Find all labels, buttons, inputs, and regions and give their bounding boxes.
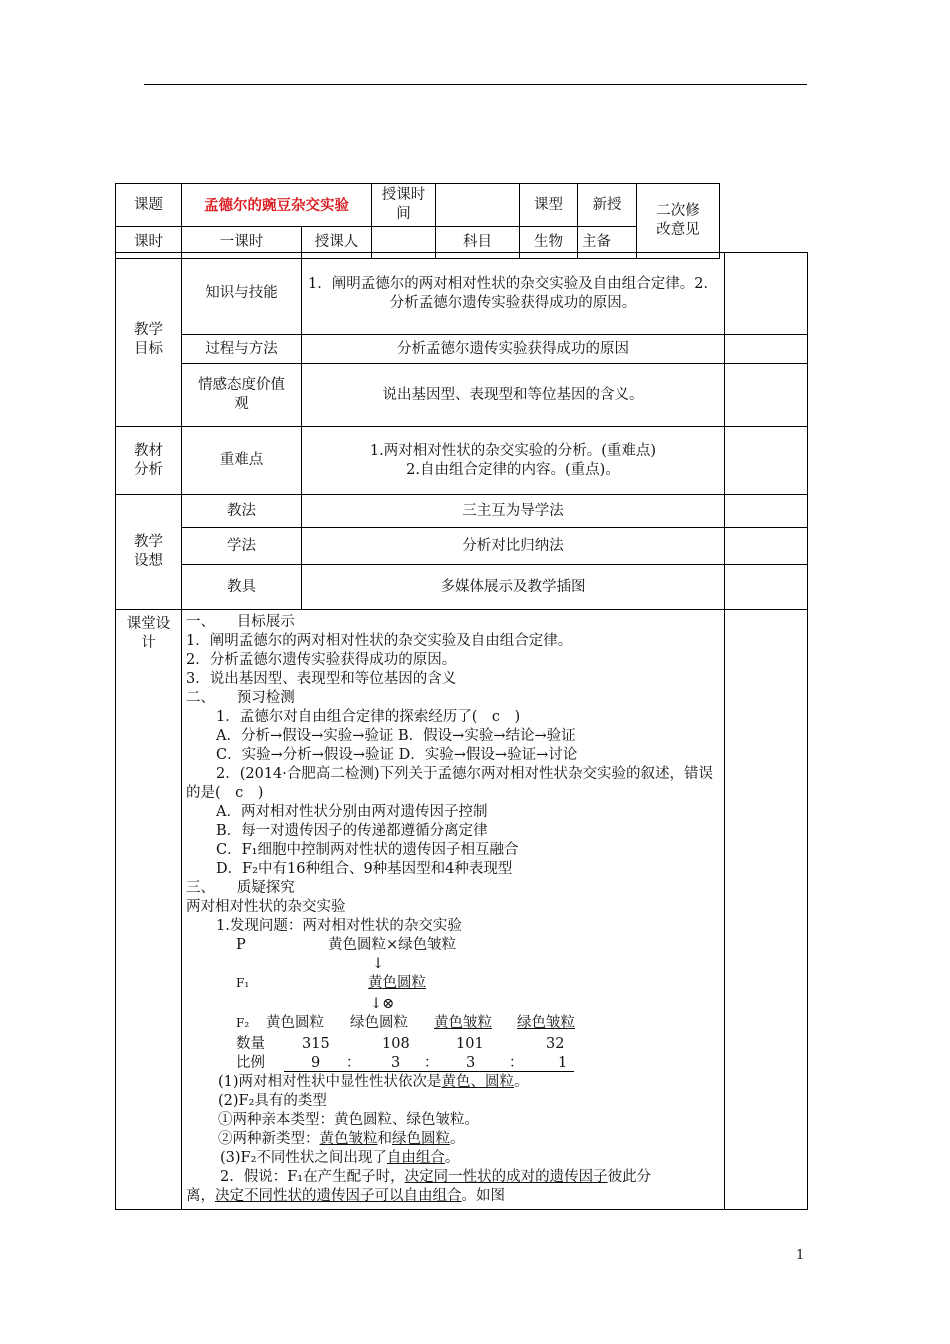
- cross-count-row: 数量 315 108 101 32: [236, 1036, 565, 1052]
- heading-goals: 一、 目标展示: [186, 614, 295, 630]
- question-2: 2．(2014·合肥高二检测)下列关于孟德尔两对相对性状杂交实验的叙述，错误的是( c ): [186, 766, 714, 801]
- hypothesis-line-2: 离，决定不同性状的遗传因子可以自由组合。如图: [186, 1188, 505, 1204]
- label-emotion: 情感态度价值观: [182, 364, 302, 427]
- section-goals: 教学目标: [116, 253, 182, 427]
- cross-ratio-row: 比例 9 ： 3 ： 3 ： 1: [186, 1054, 720, 1073]
- label-method: 教法: [182, 495, 302, 528]
- label-type: 课型: [520, 184, 578, 227]
- text-method: 三主互为导学法: [302, 495, 725, 528]
- label-study: 学法: [182, 528, 302, 565]
- goal-1: 1．阐明孟德尔的两对相对性状的杂交实验及自由组合定律。: [186, 633, 573, 649]
- heading-explore: 三、 质疑探究: [186, 880, 295, 896]
- question-1: 1．孟德尔对自由组合定律的探索经历了( c ): [216, 709, 521, 725]
- label-keypoints: 重难点: [182, 427, 302, 495]
- result-2-parent: ①两种亲本类型：黄色圆粒、绿色皱粒。: [218, 1112, 479, 1128]
- lesson-plan-table: [115, 183, 808, 259]
- discovery-line: 1.发现问题：两对相对性状的杂交实验: [216, 918, 462, 934]
- label-hours: 课时: [116, 227, 182, 259]
- revision-cell: [725, 335, 808, 364]
- goal-2: 2．分析孟德尔遗传实验获得成功的原因。: [186, 652, 457, 668]
- question-2-a: A．两对相对性状分别由两对遗传因子控制: [216, 804, 488, 820]
- question-2-c: C．F₁细胞中控制两对性状的遗传因子相互融合: [216, 842, 519, 858]
- revision-header: 二次修改意见: [637, 184, 720, 259]
- text-tools: 多媒体展示及教学插图: [302, 565, 725, 610]
- label-tools: 教具: [182, 565, 302, 610]
- revision-cell: [725, 253, 808, 335]
- value-time: [436, 184, 520, 227]
- text-study: 分析对比归纳法: [302, 528, 725, 565]
- subheading-cross: 两对相对性状的杂交实验: [186, 899, 346, 915]
- revision-cell: [725, 610, 808, 1210]
- label-topic: 课题: [116, 184, 182, 227]
- lesson-body-table: [115, 252, 808, 1210]
- value-hours: 一课时: [182, 227, 302, 259]
- text-knowledge: 1．阐明孟德尔的两对相对性状的杂交实验及自由组合定律。2．分析孟德尔遗传实验获得成功的原因。: [302, 253, 725, 335]
- label-process: 过程与方法: [182, 335, 302, 364]
- section-analysis: 教材分析: [116, 427, 182, 495]
- hypothesis-line-1: 2．假说：F₁在产生配子时，决定同一性状的成对的遗传因子彼此分: [220, 1169, 652, 1185]
- section-design: 课堂设计: [116, 610, 182, 1210]
- cross-arrow-1: ↓: [372, 956, 385, 972]
- cross-f1-row: F₁ 黄色圆粒: [236, 975, 426, 991]
- text-emotion: 说出基因型、表现型和等位基因的含义。: [302, 364, 725, 427]
- result-2-new: ②两种新类型：黄色皱粒和绿色圆粒。: [218, 1131, 465, 1147]
- question-2-d: D．F₂中有16种组合、9种基因型和4种表现型: [216, 861, 513, 877]
- label-knowledge: 知识与技能: [182, 253, 302, 335]
- lesson-title: 孟德尔的豌豆杂交实验: [182, 184, 372, 227]
- question-1-cd: C．实验→分析→假设→验证 D．实验→假设→验证→讨论: [216, 747, 578, 763]
- label-lead: 主备: [578, 227, 637, 259]
- design-content: [182, 610, 725, 1210]
- page-number: 1: [796, 1248, 805, 1263]
- text-process: 分析孟德尔遗传实验获得成功的原因: [302, 335, 725, 364]
- label-teacher: 授课人: [302, 227, 372, 259]
- heading-preview: 二、 预习检测: [186, 690, 295, 706]
- result-2: (2)F₂具有的类型: [218, 1093, 327, 1109]
- revision-cell: [725, 427, 808, 495]
- cross-p-row: P 黄色圆粒×绿色皱粒: [236, 937, 457, 953]
- revision-cell: [725, 495, 808, 528]
- result-1: (1)两对相对性状中显性性状依次是黄色、圆粒。: [218, 1074, 529, 1090]
- section-plan: 教学设想: [116, 495, 182, 610]
- value-type: 新授: [578, 184, 637, 227]
- label-time: 授课时间: [372, 184, 436, 227]
- cross-arrow-2: ↓⊗: [370, 996, 395, 1012]
- header-rule: [144, 84, 807, 85]
- result-3: (3)F₂不同性状之间出现了自由组合。: [220, 1150, 460, 1166]
- goal-3: 3．说出基因型、表现型和等位基因的含义: [186, 671, 457, 687]
- question-1-ab: A．分析→假设→实验→验证 B．假设→实验→结论→验证: [216, 728, 576, 744]
- revision-cell: [725, 364, 808, 427]
- text-keypoints: 1.两对相对性状的杂交实验的分析。(重难点) 2.自由组合定律的内容。(重点)。: [302, 427, 725, 495]
- value-subject: 生物: [520, 227, 578, 259]
- cross-f2-row: F₂ 黄色圆粒 绿色圆粒 黄色皱粒 绿色皱粒: [236, 1015, 575, 1031]
- question-2-b: B．每一对遗传因子的传递都遵循分离定律: [216, 823, 488, 839]
- label-subject: 科目: [436, 227, 520, 259]
- revision-cell: [725, 528, 808, 565]
- revision-cell: [725, 565, 808, 610]
